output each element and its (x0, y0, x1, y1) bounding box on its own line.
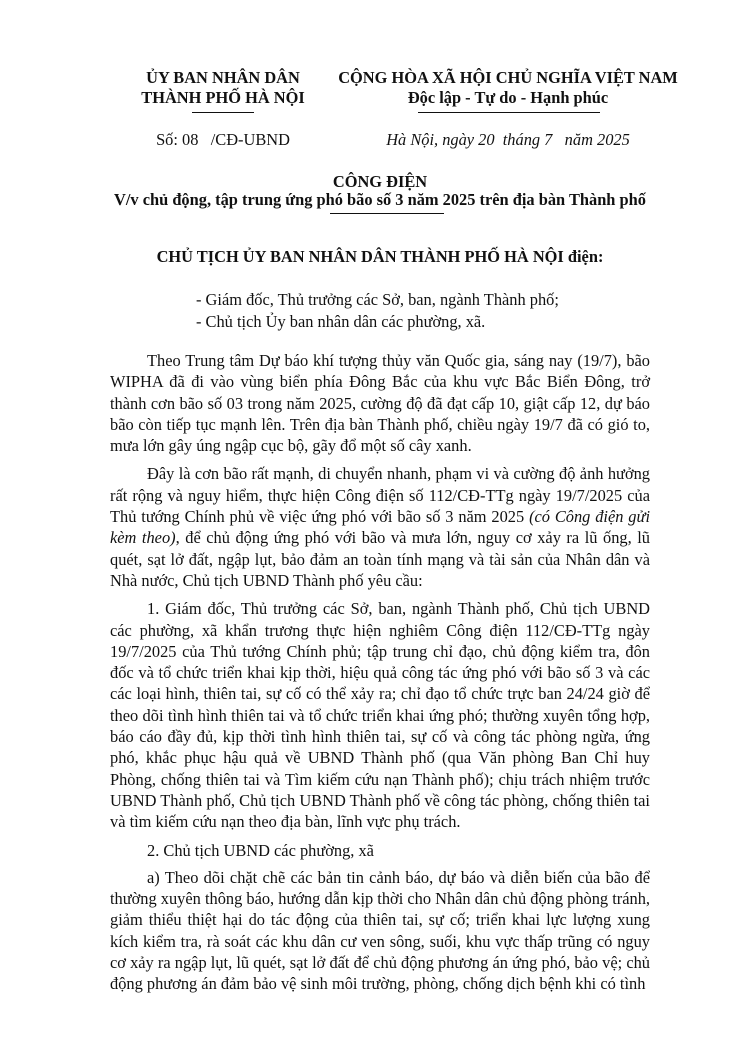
paragraph-intro: Theo Trung tâm Dự báo khí tượng thủy văn Quốc gia, sáng nay (19/7), bão WIPHA đã đi vào vùng biển phía Đông Bắc của khu vực Bắc Biển Đông, trở thành cơn bão số 03 trong năm 2025, cường độ đã đạt cấp 10, giật cấp 12, dự báo bão còn tiếp tục mạnh lên. Trên địa bàn Thành phố, chiều ngày 19/7 đã có gió to, mưa lớn gây úng ngập cục bộ, gãy đổ một số cây xanh. (110, 351, 650, 456)
subject-underline (330, 213, 444, 214)
recipient-1: - Giám đốc, Thủ trưởng các Sở, ban, ngành Thành phố; (196, 290, 559, 309)
nation-line-2: Độc lập - Tự do - Hạnh phúc (407, 88, 609, 107)
document-subject: V/v chủ động, tập trung ứng phó bão số 3 năm 2025 trên địa bàn Thành phố (114, 190, 646, 209)
paragraph-request-start: Đây là cơn bão rất mạnh, di chuyển nhanh, phạm vi và cường độ ảnh hưởng rất rộng và nguy hiểm, thực hiện Công điện số 112/CĐ-TTg ngày 19/7/2025 của Thủ tướng Chính phủ về việc ứng phó với bão số 3 năm 2025 (110, 464, 650, 527)
paragraph-request (110, 463, 650, 591)
document-number: Số: 08 /CĐ-UBND (156, 130, 290, 149)
paragraph-request-end: , để chủ động ứng phó với bão và mưa lớn, nguy cơ xảy ra lũ ống, lũ quét, sạt lở đất, ngập lụt, bảo đảm an toàn tính mạng và tài sản của Nhân dân và Nhà nước, Chủ tịch UBND Thành phố yêu cầu: (110, 528, 650, 590)
issuing-agency (118, 68, 328, 108)
date-line: Hà Nội, ngày 20 tháng 7 năm 2025 (386, 130, 630, 149)
agency-underline (192, 112, 254, 113)
document-body (110, 350, 650, 995)
agency-line-2: THÀNH PHỐ HÀ NỘI (141, 88, 305, 107)
recipient-2: - Chủ tịch Ủy ban nhân dân các phường, xã. (196, 312, 486, 331)
point-2a: a) Theo dõi chặt chẽ các bản tin cảnh báo, dự báo và diễn biến của bão để thường xuyên thông báo, hướng dẫn kịp thời cho Nhân dân chủ động phòng tránh, giảm thiểu thiệt hại do tác động của thiên tai, sự cố; triển khai lực lượng xung kích kiểm tra, rà soát các khu dân cư ven sông, suối, khu vực thấp trũng có nguy cơ xảy ra ngập lụt, lũ quét, sạt lở đất để chủ động phương án ứng phó, bảo vệ; chủ động phương án đảm bảo vệ sinh môi trường, phòng, chống dịch bệnh khi có tình (110, 867, 650, 994)
motto-underline (418, 112, 600, 113)
document-type: CÔNG ĐIỆN (332, 172, 428, 191)
agency-line-1: ỦY BAN NHÂN DÂN (146, 68, 300, 87)
sender-line: CHỦ TỊCH ỦY BAN NHÂN DÂN THÀNH PHỐ HÀ NỘI điện: (156, 247, 604, 266)
point-1: 1. Giám đốc, Thủ trưởng các Sở, ban, ngành Thành phố, Chủ tịch UBND các phường, xã khẩn trương thực hiện nghiêm Công điện 112/CĐ-TTg ngày 19/7/2025 của Thủ tướng Chính phủ; tập trung chỉ đạo, chủ động kiểm tra, đôn đốc và tổ chức triển khai kịp thời, hiệu quả công tác ứng phó với bão số 3 và các các loại hình, thiên tai, sự cố có thể xảy ra; chỉ đạo tổ chức trực ban 24/24 giờ để theo dõi tình hình thiên tai và tổ chức triển khai ứng phó; thường xuyên tổng hợp, báo cáo đầy đủ, kịp thời tình hình thiên tai, sự cố và công tác phòng ngừa, ứng phó, khắc phục hậu quả về UBND Thành phố (qua Văn phòng Ban Chỉ huy Phòng, chống thiên tai và Tìm kiếm cứu nạn Thành phố); chịu trách nhiệm trước UBND Thành phố, Chủ tịch UBND Thành phố về công tác phòng, chống thiên tai và tìm kiếm cứu nạn theo địa bàn, lĩnh vực phụ trách. (110, 599, 650, 832)
nation-line-1: CỘNG HÒA XÃ HỘI CHỦ NGHĨA VIỆT NAM (338, 68, 678, 87)
attachment-note: (có Công điện gửi kèm theo) (110, 507, 650, 548)
point-2-heading: 2. Chủ tịch UBND các phường, xã (147, 840, 374, 860)
national-motto (318, 68, 698, 108)
